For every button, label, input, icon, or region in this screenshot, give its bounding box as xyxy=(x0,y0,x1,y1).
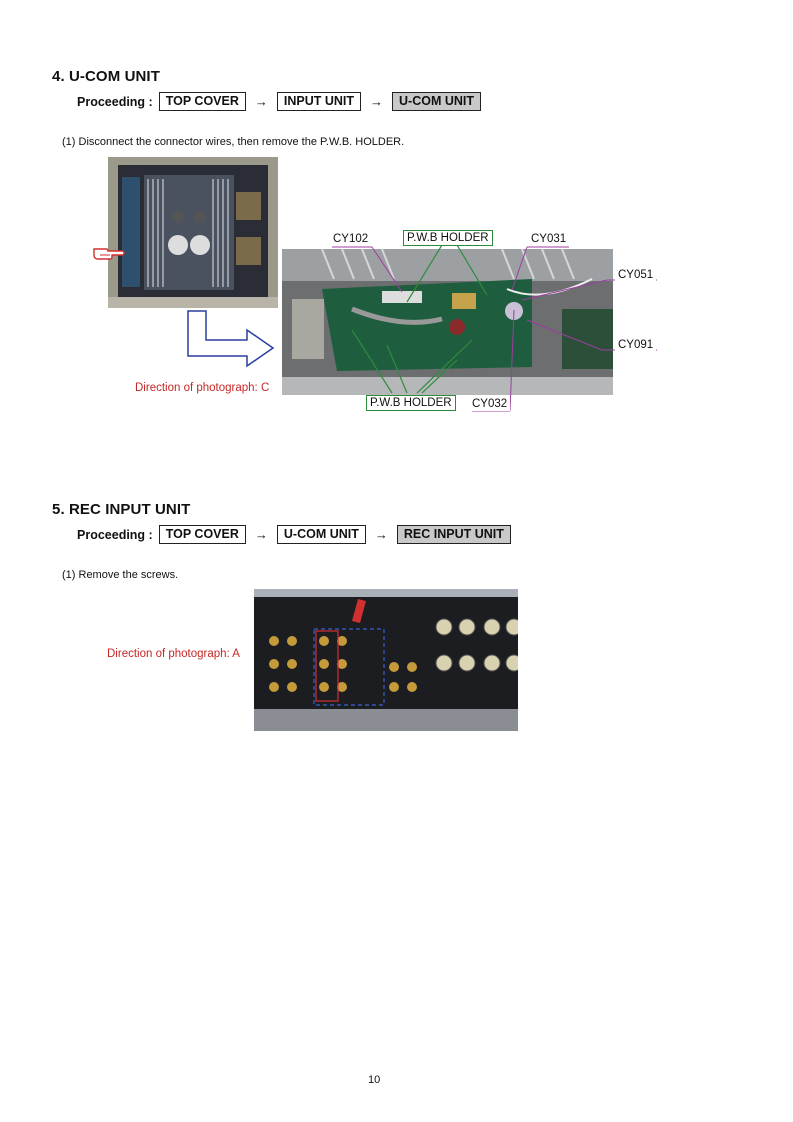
label-cy091: CY091 xyxy=(615,338,656,352)
callout-lines xyxy=(282,230,662,415)
proceeding-label: Proceeding : xyxy=(77,94,153,109)
section-5-instruction: (1) Remove the screws. xyxy=(62,569,179,581)
direction-of-photograph-c: Direction of photograph: C xyxy=(135,382,270,394)
step-rec-input-unit-current: REC INPUT UNIT xyxy=(397,525,511,544)
label-cy032: CY032 xyxy=(469,397,510,411)
step-input-unit: INPUT UNIT xyxy=(277,92,361,111)
arrow-icon: → xyxy=(254,94,268,109)
rear-panel-photo xyxy=(254,589,518,731)
section-4-proceeding xyxy=(77,92,481,111)
step-u-com-unit: U-COM UNIT xyxy=(277,525,366,544)
direction-of-photograph-a: Direction of photograph: A xyxy=(107,648,240,660)
section-5-title: 5. REC INPUT UNIT xyxy=(52,501,191,518)
step-u-com-unit-current: U-COM UNIT xyxy=(392,92,481,111)
label-pwb-holder-bottom: P.W.B HOLDER xyxy=(366,395,456,411)
arrow-icon: → xyxy=(370,94,384,109)
label-cy031: CY031 xyxy=(528,232,569,246)
section-4-instruction: (1) Disconnect the connector wires, then remove the P.W.B. HOLDER. xyxy=(62,136,405,148)
arrow-icon: → xyxy=(374,527,388,542)
label-cy102: CY102 xyxy=(330,232,371,246)
step-top-cover: TOP COVER xyxy=(159,92,246,111)
step-top-cover: TOP COVER xyxy=(159,525,246,544)
label-cy051: CY051 xyxy=(615,268,656,282)
page-number: 10 xyxy=(368,1074,381,1086)
top-view-photo xyxy=(108,157,278,308)
section-5-proceeding xyxy=(77,525,511,544)
label-pwb-holder-top: P.W.B HOLDER xyxy=(403,230,493,246)
arrow-icon: → xyxy=(254,527,268,542)
proceeding-label: Proceeding : xyxy=(77,527,153,542)
hand-pointer-icon xyxy=(92,244,126,262)
section-4-title: 4. U-COM UNIT xyxy=(52,68,160,85)
direction-arrow-icon xyxy=(187,310,277,368)
